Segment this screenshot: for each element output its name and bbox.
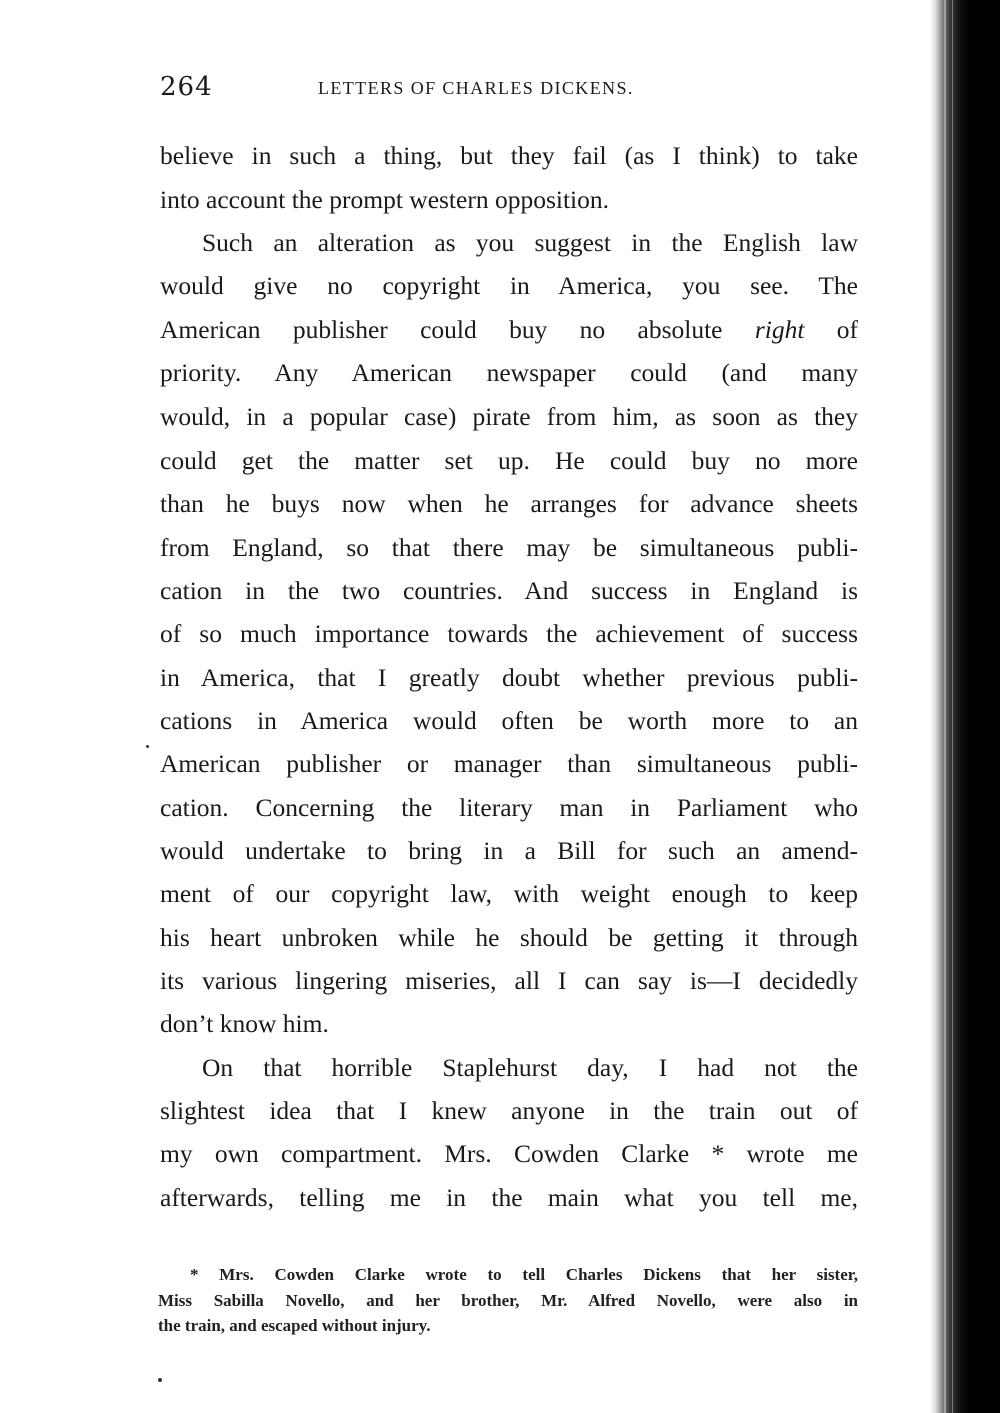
text-line: On that horrible Staplehurst day, I had not the [202,1053,858,1082]
text-line: than he buys now when he arranges for advance sheets [160,489,858,518]
emphasis-word: right [754,315,805,344]
text-line: don’t know him. [160,1009,329,1038]
text-line: my own compartment. Mrs. Cowden Clarke * wrote me [160,1139,858,1168]
text-line: priority. Any American newspaper could (and many [160,358,858,387]
text-line: could get the matter set up. He could buy no more [160,446,858,475]
text-segment: of [804,315,858,344]
text-line: believe in such a thing, but they fail (as I think) to take [160,141,858,170]
footnote-line: * Mrs. Cowden Clarke wrote to tell Charles Dickens that her sister, [190,1265,858,1284]
text-segment: American publisher could buy no absolute [160,315,755,344]
stray-mark [146,745,149,748]
text-line: cations in America would often be worth more to an [160,706,858,735]
text-line: ment of our copyright law, with weight enough to keep [160,879,858,908]
text-line: slightest idea that I knew anyone in the train out of [160,1096,858,1125]
text-line: cation in the two countries. And success in England is [160,576,858,605]
spine-streak [952,0,953,1413]
footnote-line: the train, and escaped without injury. [158,1316,431,1335]
page-spine-shadow [930,0,1000,1413]
text-line: of so much importance towards the achievement of success [160,619,858,648]
text-line: in America, that I greatly doubt whether previous publi- [160,663,858,692]
text-line: into account the prompt western opposition. [160,185,610,214]
page-number: 264 [160,72,213,102]
text-line: would undertake to bring in a Bill for such an amend- [160,836,858,865]
text-line: Such an alteration as you suggest in the English law [202,228,858,257]
text-line: afterwards, telling me in the main what you tell me, [160,1183,858,1212]
running-title: LETTERS OF CHARLES DICKENS. [318,78,634,98]
text-line: his heart unbroken while he should be getting it through [160,923,858,952]
text-line: cation. Concerning the literary man in Parliament who [160,793,858,822]
text-line: would, in a popular case) pirate from him, as soon as they [160,402,858,431]
text-line: would give no copyright in America, you see. The [160,271,858,300]
footnote-line: Miss Sabilla Novello, and her brother, Mr. Alfred Novello, were also in [158,1291,858,1310]
text-line [160,310,858,350]
text-line: its various lingering miseries, all I can say is—I decidedly [160,966,858,995]
text-line: American publisher or manager than simultaneous publi- [160,749,858,778]
spine-streak [944,0,946,1413]
text-line: from England, so that there may be simultaneous publi- [160,533,858,562]
running-head [160,72,860,108]
stray-mark [158,1378,162,1382]
